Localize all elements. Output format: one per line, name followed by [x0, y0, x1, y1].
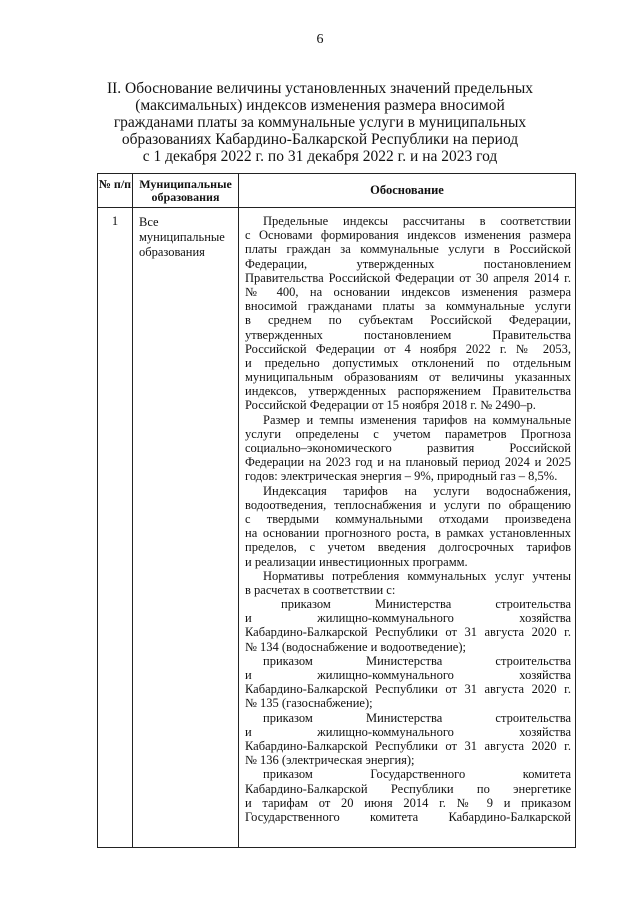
text-line: в расчетах в соответствии с: [245, 582, 396, 597]
text-line: Федерации на 2023 год и на плановый период 2024 и 2025 [245, 455, 571, 470]
text-line: Кабардино-Балкарской Республики от 31 августа 2020 г. [245, 682, 571, 697]
text-line: и жилищно-коммунального хозяйства [245, 724, 571, 739]
justification-table [97, 173, 576, 848]
text-line: и жилищно-коммунального хозяйства [245, 611, 571, 626]
text-line: Предельные индексы рассчитаны в соответствии [263, 214, 571, 228]
header-municipality: Муниципальные образования [133, 174, 239, 208]
text-line: приказом Министерства строительства [281, 597, 571, 612]
text-line: в среднем по субъектам Российской Федерации, [245, 313, 571, 328]
header-num: № п/п [98, 174, 133, 208]
text-line: утвержденных постановлением Правительства [245, 327, 571, 342]
text-line: № 400, на основании индексов изменения размера [245, 284, 571, 299]
text-line: Федерации, утвержденных постановлением [245, 256, 571, 271]
title-line: с 1 декабря 2022 г. по 31 декабря 2022 г. и на 2023 год [142, 148, 498, 165]
text-line: услуги определены с учетом параметров Прогноза [245, 426, 571, 441]
text-line: муниципальным образованиям от величины указанных [245, 370, 571, 385]
text-line: и тарифам от 20 июня 2014 г. № 9 и приказом [245, 795, 571, 810]
text-line: Нормативы потребления коммунальных услуг учтены [263, 568, 571, 583]
text-line: Размер и темпы изменения тарифов на коммунальные [263, 412, 571, 427]
text-line: с Основами формирования индексов изменения размера [245, 228, 571, 243]
text-line: годов: электрическая энергия – 9%, природный газ – 8,5%. [245, 469, 558, 484]
text-line: № 134 (водоснабжение и водоотведение); [245, 639, 466, 654]
title-line: гражданами платы за коммунальные услуги в муниципальных [113, 114, 527, 131]
row-num: 1 [98, 208, 133, 848]
text-line: № 136 (электрическая энергия); [245, 753, 415, 768]
text-line: социально–экономического развития Российской [245, 441, 571, 455]
text-line: пределов, с учетом введения долгосрочных тарифов [245, 540, 571, 555]
text-line: Кабардино-Балкарской Республики от 31 августа 2020 г. [245, 625, 571, 640]
title-line: (максимальных) индексов изменения размера вносимой [135, 97, 505, 114]
text-line: Российской Федерации от 15 ноября 2018 г. № 2490–р. [245, 398, 536, 413]
page-number: 6 [316, 32, 324, 47]
title-line: II. Обоснование величины установленных значений предельных [106, 80, 534, 97]
text-line: платы граждан за коммунальные услуги в Российской [245, 242, 571, 257]
text-line: на основании прогнозного роста, в рамках установленных [245, 526, 571, 541]
text-line: Индексация тарифов на услуги водоснабжения, [263, 483, 571, 498]
text-line: с твердыми коммунальными отходами произведена [245, 511, 571, 526]
row-municipality: Все муниципальные образования [133, 208, 239, 848]
text-line: и реализации инвестиционных программ. [245, 554, 468, 569]
table-header-row [98, 174, 576, 208]
text-line: и предельно допустимых отклонений по отдельным [245, 355, 571, 370]
row-justification [239, 208, 576, 848]
text-line: Кабардино-Балкарской Республики от 31 августа 2020 г. [245, 738, 571, 753]
text-line: Кабардино-Балкарской Республики по энергетике [245, 781, 571, 796]
header-justification: Обоснование [239, 174, 576, 208]
text-line: приказом Государственного комитета [263, 767, 571, 782]
text-line: водоотведения, теплоснабжения и услуги по обращению [245, 497, 571, 512]
text-line: вносимой гражданами платы за коммунальные услуги [245, 299, 571, 314]
text-line: Правительства Российской Федерации от 30 апреля 2014 г. [245, 270, 571, 285]
text-line: индексов, утвержденных распоряжением Правительства [245, 384, 571, 399]
text-line: Российской Федерации от 4 ноября 2022 г. № 2053, [245, 341, 571, 356]
text-line: приказом Министерства строительства [263, 653, 571, 668]
table-row [98, 208, 576, 848]
text-line: Государственного комитета Кабардино-Балкарской [245, 809, 571, 824]
text-line: приказом Министерства строительства [263, 710, 571, 725]
title-line: образованиях Кабардино-Балкарской Республики на период [121, 131, 519, 148]
section-title [60, 80, 580, 165]
text-line: и жилищно-коммунального хозяйства [245, 668, 571, 682]
text-line: № 135 (газоснабжение); [245, 696, 373, 711]
